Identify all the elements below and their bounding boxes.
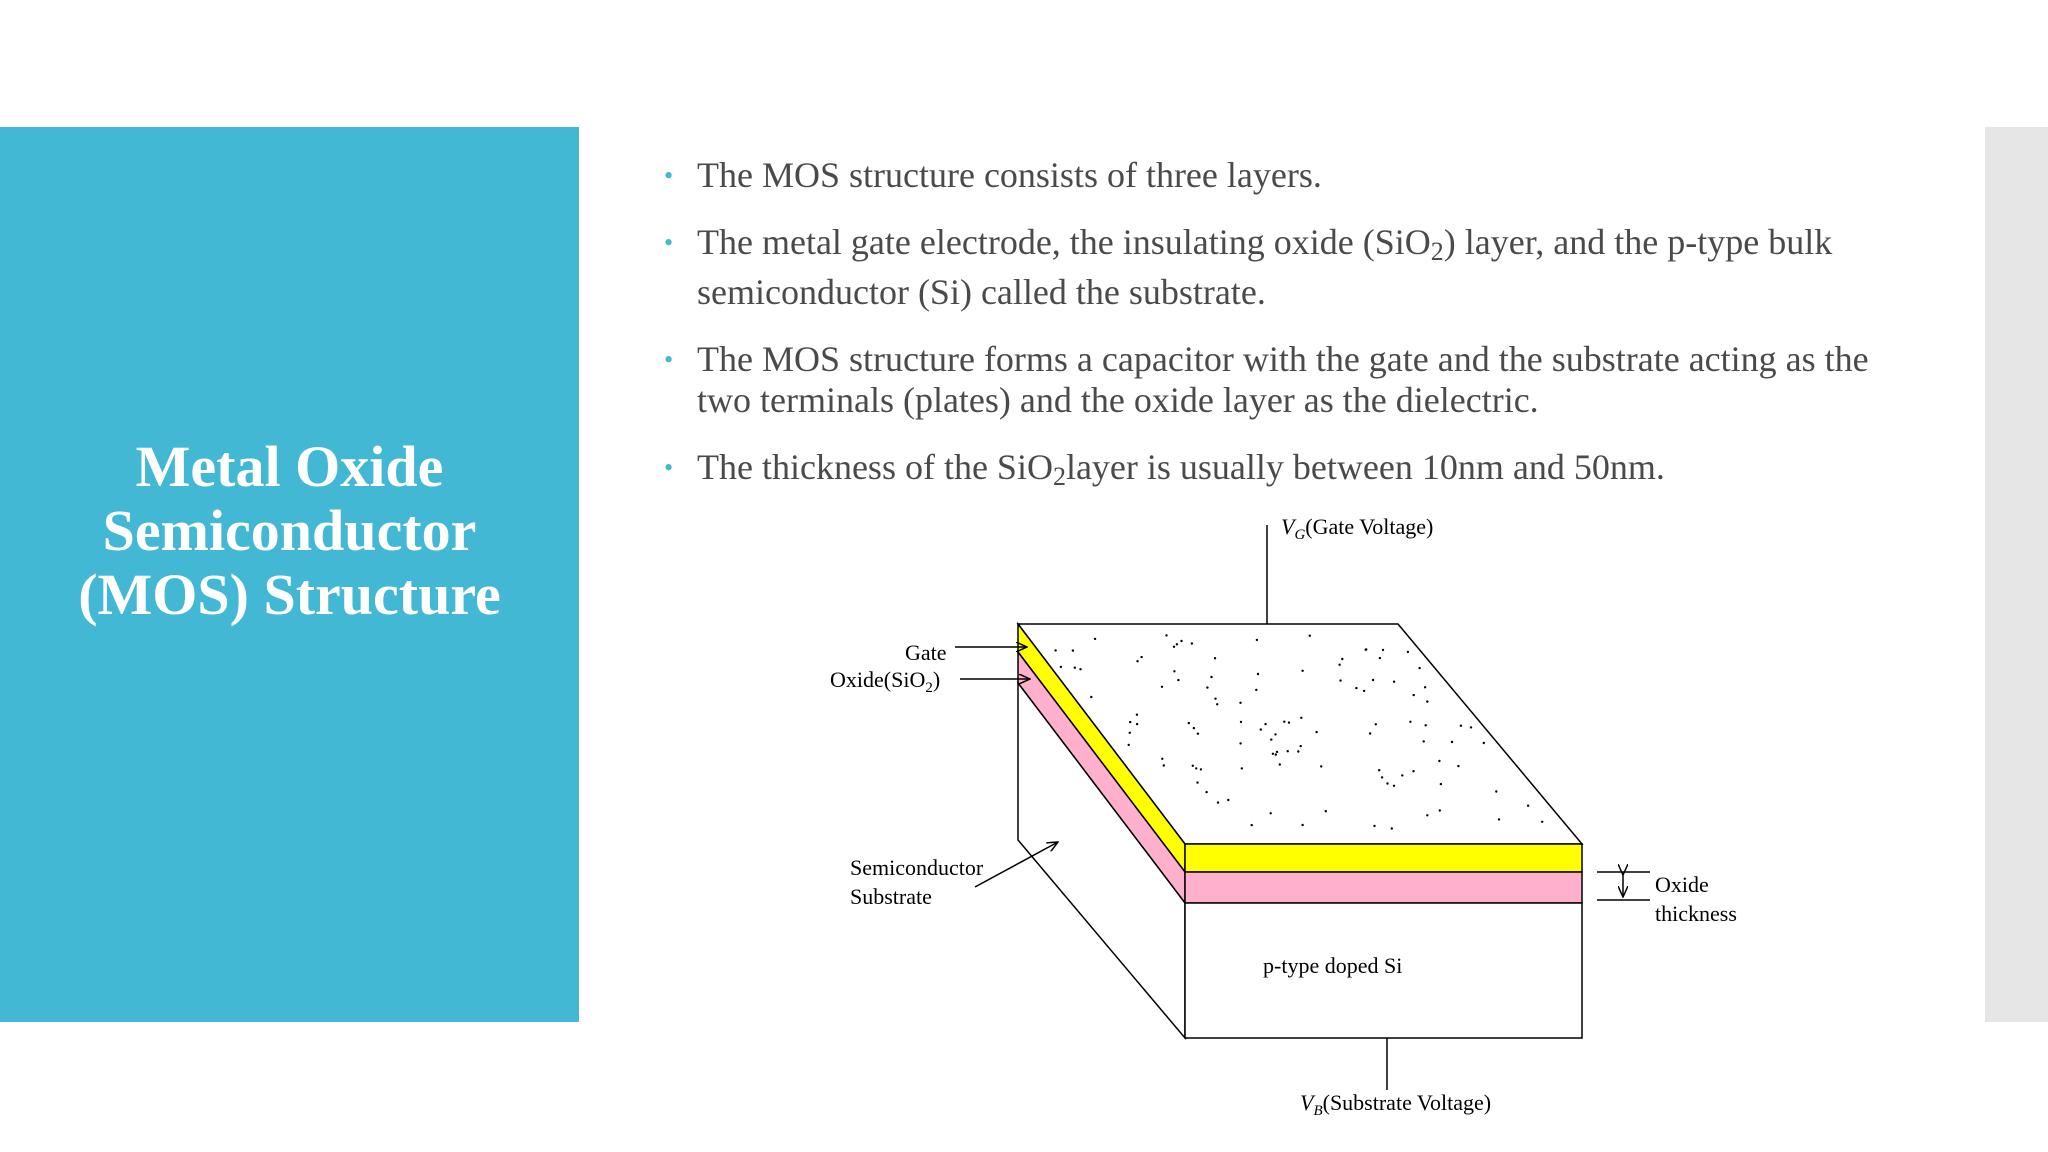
speckle-dot bbox=[1438, 760, 1440, 762]
speckle-dot bbox=[1177, 679, 1179, 681]
speckle-dot bbox=[1339, 679, 1341, 681]
bullet-dot-icon: • bbox=[664, 345, 674, 374]
speckle-dot bbox=[1196, 781, 1198, 783]
speckle-dot bbox=[1094, 638, 1096, 640]
speckle-dot bbox=[1163, 764, 1165, 766]
speckle-dot bbox=[1270, 812, 1272, 814]
speckle-dot bbox=[1375, 723, 1377, 725]
speckle-dot bbox=[1409, 721, 1411, 723]
subscript: 2 bbox=[1430, 237, 1444, 266]
subscript: 2 bbox=[1052, 462, 1066, 491]
substrate-label-line-2: Substrate bbox=[850, 884, 932, 909]
speckle-dot bbox=[1272, 753, 1274, 755]
metal-gate-front bbox=[1185, 844, 1582, 872]
speckle-dot bbox=[1527, 805, 1529, 807]
speckle-dot bbox=[1320, 765, 1322, 767]
speckle-dot bbox=[1197, 733, 1199, 735]
speckle-dot bbox=[1161, 758, 1163, 760]
speckle-dot bbox=[1200, 768, 1202, 770]
speckle-dot bbox=[1393, 785, 1395, 787]
speckle-dot bbox=[1541, 821, 1543, 823]
speckle-dot bbox=[1412, 770, 1414, 772]
bullet-text-after: ) layer, and the p-type bulk semiconductor (Si) called the substrate. bbox=[697, 222, 1833, 312]
title-line-3: (MOS) Structure bbox=[78, 562, 501, 627]
speckle-dot bbox=[1214, 657, 1216, 659]
speckle-dot bbox=[1217, 801, 1219, 803]
speckle-dot bbox=[1418, 667, 1420, 669]
speckle-dot bbox=[1165, 634, 1167, 636]
speckle-dot bbox=[1365, 648, 1367, 650]
speckle-dot bbox=[1393, 681, 1395, 683]
speckle-dot bbox=[1470, 726, 1472, 728]
speckle-dot bbox=[1381, 776, 1383, 778]
speckle-dot bbox=[1426, 814, 1428, 816]
bullet-text: The MOS structure consists of three layers. bbox=[697, 155, 1322, 195]
speckle-dot bbox=[1176, 643, 1178, 645]
title-line-2: Semiconductor bbox=[102, 498, 477, 563]
speckle-dot bbox=[1424, 686, 1426, 688]
speckle-dot bbox=[1363, 690, 1365, 692]
speckle-dot bbox=[1140, 656, 1142, 658]
speckle-dot bbox=[1288, 721, 1290, 723]
speckle-dot bbox=[1287, 750, 1289, 752]
bullet-text: The MOS structure forms a capacitor with the gate and the substrate acting as the two terminals (plates) and the oxide layer as the dielectric. bbox=[697, 339, 1869, 420]
speckle-dot bbox=[1090, 696, 1092, 698]
speckle-dot bbox=[1173, 646, 1175, 648]
substrate-label-line-1: Semiconductor bbox=[850, 855, 984, 880]
speckle-dot bbox=[1206, 686, 1208, 688]
bullet-dot-icon: • bbox=[664, 228, 674, 257]
speckle-dot bbox=[1240, 721, 1242, 723]
speckle-dot bbox=[1054, 649, 1056, 651]
speckle-dot bbox=[1136, 714, 1138, 716]
substrate-voltage-label: $V_B(Substrate$ Voltage) bbox=[1300, 1090, 1492, 1119]
gate-voltage-label: $V_G(Gate$ Voltage) bbox=[1281, 514, 1434, 543]
speckle-dot bbox=[1279, 763, 1281, 765]
speckle-dot bbox=[1440, 783, 1442, 785]
speckle-dot bbox=[1256, 639, 1258, 641]
speckle-dot bbox=[1413, 694, 1415, 696]
speckle-dot bbox=[1338, 664, 1340, 666]
speckle-dot bbox=[1239, 742, 1241, 744]
oxide-layer-front bbox=[1185, 872, 1582, 903]
speckle-dot bbox=[1074, 667, 1076, 669]
speckle-dot bbox=[1072, 649, 1074, 651]
speckle-dot bbox=[1379, 657, 1381, 659]
speckle-dot bbox=[1495, 790, 1497, 792]
speckle-dot bbox=[1309, 635, 1311, 637]
speckle-dot bbox=[1391, 827, 1393, 829]
speckle-dot bbox=[1451, 741, 1453, 743]
speckle-dot bbox=[1275, 753, 1277, 755]
oxide-thickness-label-line-2: thickness bbox=[1655, 901, 1737, 926]
speckle-dot bbox=[1483, 742, 1485, 744]
speckle-dot bbox=[1325, 810, 1327, 812]
speckle-dot bbox=[1161, 686, 1163, 688]
speckle-dot bbox=[1195, 767, 1197, 769]
speckle-dot bbox=[1315, 731, 1317, 733]
speckle-dot bbox=[1300, 745, 1302, 747]
speckle-dot bbox=[1188, 722, 1190, 724]
speckle-dot bbox=[1439, 809, 1441, 811]
speckle-dot bbox=[1129, 732, 1131, 734]
speckle-dot bbox=[1274, 733, 1276, 735]
speckle-dot bbox=[1251, 824, 1253, 826]
speckle-dot bbox=[1426, 700, 1428, 702]
speckle-dot bbox=[1205, 791, 1207, 793]
speckle-dot bbox=[1407, 651, 1409, 653]
speckle-dot bbox=[1136, 723, 1138, 725]
bullet-dot-icon: • bbox=[664, 453, 674, 482]
speckle-dot bbox=[1192, 765, 1194, 767]
speckle-dot bbox=[1129, 721, 1131, 723]
bulk-label: p-type doped Si bbox=[1263, 953, 1403, 978]
gate-label: Gate bbox=[905, 640, 947, 665]
oxide-label: Oxide(SiO$_2$) bbox=[830, 667, 941, 696]
speckle-dot bbox=[1214, 698, 1216, 700]
speckle-dot bbox=[1239, 702, 1241, 704]
speckle-dot bbox=[1425, 724, 1427, 726]
speckle-dot bbox=[1227, 799, 1229, 801]
speckle-dot bbox=[1276, 751, 1278, 753]
speckle-dot bbox=[1378, 769, 1380, 771]
speckle-dot bbox=[1216, 703, 1218, 705]
speckle-dot bbox=[1060, 666, 1062, 668]
speckle-dot bbox=[1180, 640, 1182, 642]
speckle-dot bbox=[1301, 670, 1303, 672]
speckle-dot bbox=[1498, 818, 1500, 820]
speckle-dot bbox=[1423, 740, 1425, 742]
bullet-dot-icon: • bbox=[664, 161, 674, 190]
bullet-text-before: The thickness of the SiO bbox=[697, 447, 1053, 487]
speckle-dot bbox=[1460, 725, 1462, 727]
speckle-dot bbox=[1300, 717, 1302, 719]
speckle-dot bbox=[1128, 744, 1130, 746]
speckle-dot bbox=[1382, 649, 1384, 651]
bullet-text-before: The metal gate electrode, the insulating oxide (SiO bbox=[697, 222, 1431, 262]
speckle-dot bbox=[1257, 673, 1259, 675]
speckle-dot bbox=[1297, 750, 1299, 752]
speckle-dot bbox=[1270, 738, 1272, 740]
speckle-dot bbox=[1260, 728, 1262, 730]
speckle-dot bbox=[1373, 825, 1375, 827]
speckle-dot bbox=[1386, 782, 1388, 784]
speckle-dot bbox=[1369, 732, 1371, 734]
speckle-dot bbox=[1457, 765, 1459, 767]
speckle-dot bbox=[1341, 658, 1343, 660]
speckle-dot bbox=[1372, 679, 1374, 681]
speckle-dot bbox=[1193, 727, 1195, 729]
speckle-dot bbox=[1079, 668, 1081, 670]
speckle-dot bbox=[1241, 767, 1243, 769]
speckle-dot bbox=[1191, 642, 1193, 644]
oxide-thickness-label-line-1: Oxide bbox=[1655, 872, 1709, 897]
speckle-dot bbox=[1283, 721, 1285, 723]
bullet-text-after: layer is usually between 10nm and 50nm. bbox=[1065, 447, 1665, 487]
title-line-1: Metal Oxide bbox=[135, 434, 444, 499]
speckle-dot bbox=[1264, 723, 1266, 725]
speckle-dot bbox=[1210, 676, 1212, 678]
speckle-dot bbox=[1301, 824, 1303, 826]
speckle-dot bbox=[1136, 660, 1138, 662]
speckle-dot bbox=[1255, 689, 1257, 691]
speckle-dot bbox=[1355, 687, 1357, 689]
speckle-dot bbox=[1401, 774, 1403, 776]
speckle-dot bbox=[1173, 670, 1175, 672]
